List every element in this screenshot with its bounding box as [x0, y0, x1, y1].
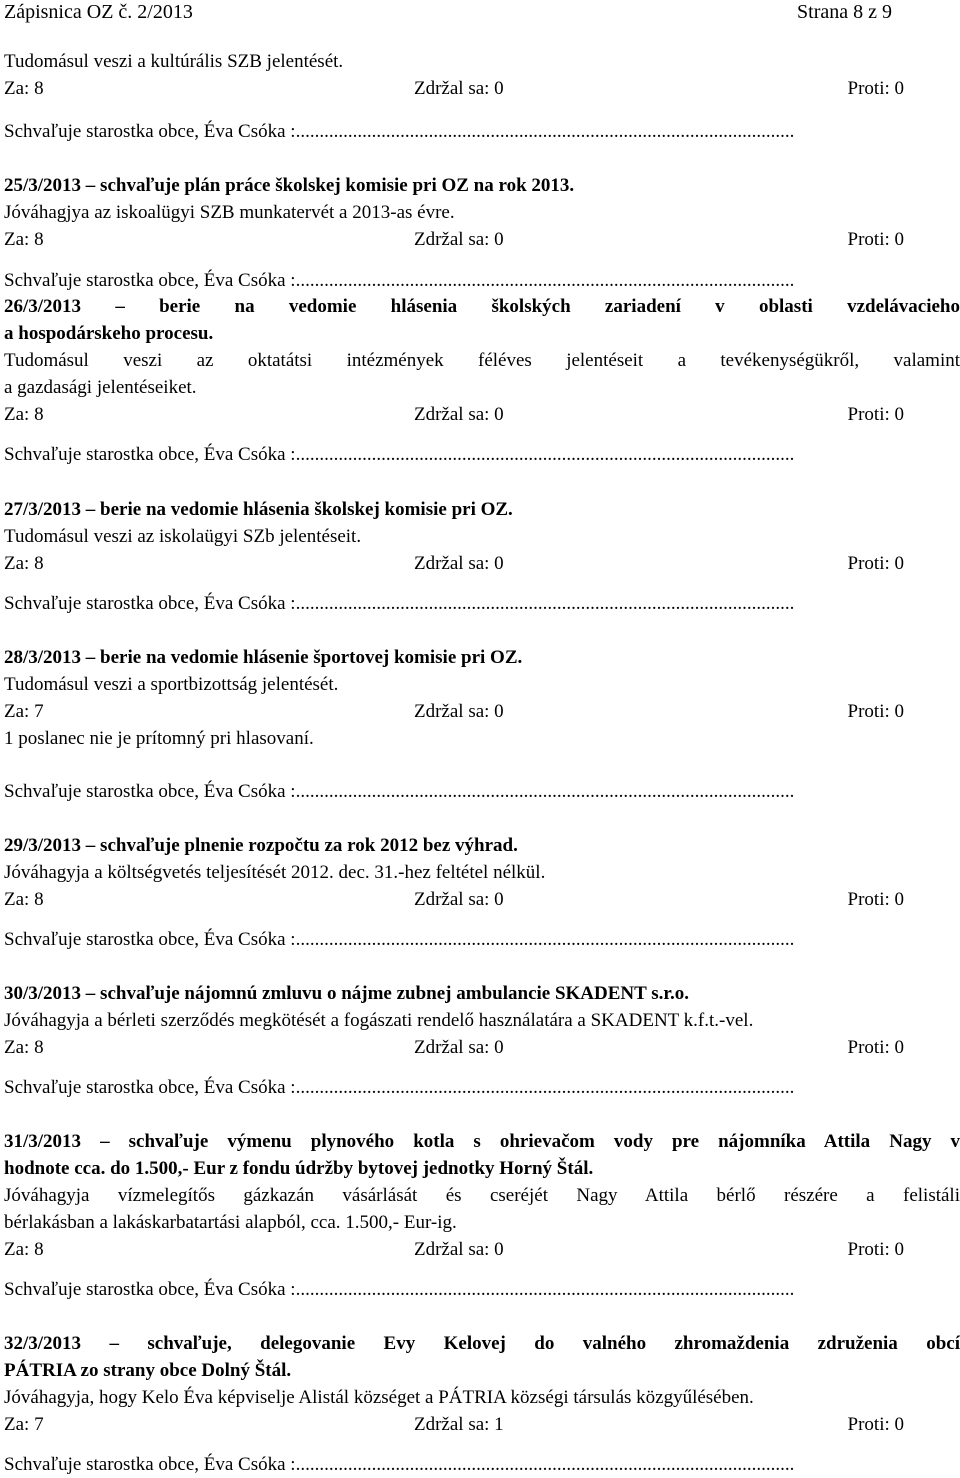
vote-for: Za: 7 [4, 1414, 44, 1435]
approval-line [4, 118, 904, 145]
approval-line [4, 1276, 904, 1303]
vote-row [4, 401, 904, 428]
vote-abstain: Zdržal sa: 0 [414, 553, 504, 574]
vote-against: Proti: 0 [847, 553, 904, 574]
approval-line [4, 778, 904, 805]
body-line: Jóváhagjya az iskoalügyi SZB munkatervét a 2013-as évre. [4, 202, 455, 223]
resolution-heading-cont: hodnote cca. do 1.500,- Eur z fondu údržby bytovej jednotky Horný Štál. [4, 1158, 594, 1179]
body-line: Jóváhagyja vízmelegítős gázkazán vásárlását és cseréjét Nagy Attila bérlő részére a felistáli [4, 1185, 960, 1206]
resolution-block [4, 832, 904, 913]
vote-against: Proti: 0 [847, 1239, 904, 1260]
approval-dots: ......................................................................................................... [295, 1279, 795, 1300]
vote-for: Za: 8 [4, 889, 44, 910]
vote-abstain: Zdržal sa: 0 [414, 701, 504, 722]
body-line: Jóváhagyja a költségvetés teljesítését 2012. dec. 31.-hez feltétel nélkül. [4, 862, 546, 883]
vote-row [4, 1236, 904, 1263]
approval-dots: ......................................................................................................... [295, 270, 795, 291]
vote-for: Za: 7 [4, 701, 44, 722]
vote-for: Za: 8 [4, 1239, 44, 1260]
resolution-block [4, 293, 960, 428]
approval-line [4, 926, 904, 953]
approval-label: Schvaľuje starostka obce, Éva Csóka : [4, 1077, 296, 1098]
approval-line [4, 441, 904, 468]
approval-dots: ......................................................................................................... [295, 929, 795, 950]
resolution-heading: 32/3/2013 – schvaľuje, delegovanie Evy Kelovej do valného zhromaždenia združenia obcí [4, 1333, 960, 1354]
approval-label: Schvaľuje starostka obce, Éva Csóka : [4, 270, 296, 291]
vote-against: Proti: 0 [847, 1037, 904, 1058]
vote-row [4, 550, 904, 577]
vote-abstain: Zdržal sa: 1 [414, 1414, 504, 1435]
approval-dots: ......................................................................................................... [295, 781, 795, 802]
approval-dots: ......................................................................................................... [295, 121, 795, 142]
vote-row [4, 226, 904, 253]
approval-dots: ......................................................................................................... [295, 1454, 795, 1475]
resolution-heading: 31/3/2013 – schvaľuje výmenu plynového kotla s ohrievačom vody pre nájomníka Attila Nagy v [4, 1131, 960, 1152]
body-line: Jóváhagyja a bérleti szerződés megkötését a fogászati rendelő használatára a SKADENT k.f.t.-vel. [4, 1010, 754, 1031]
vote-row [4, 1411, 904, 1438]
approval-label: Schvaľuje starostka obce, Éva Csóka : [4, 781, 296, 802]
vote-against: Proti: 0 [847, 1414, 904, 1435]
vote-against: Proti: 0 [847, 889, 904, 910]
vote-row [4, 75, 904, 102]
resolution-block [4, 172, 904, 253]
body-line: bérlakásban a lakáskarbatartási alapból, cca. 1.500,- Eur-ig. [4, 1212, 457, 1233]
document-title: Zápisnica OZ č. 2/2013 [4, 1, 193, 23]
vote-abstain: Zdržal sa: 0 [414, 1037, 504, 1058]
approval-label: Schvaľuje starostka obce, Éva Csóka : [4, 929, 296, 950]
vote-against: Proti: 0 [847, 229, 904, 250]
vote-abstain: Zdržal sa: 0 [414, 1239, 504, 1260]
resolution-heading-cont: PÁTRIA zo strany obce Dolný Štál. [4, 1360, 292, 1381]
vote-for: Za: 8 [4, 78, 44, 99]
resolution-heading: 26/3/2013 – berie na vedomie hlásenia školských zariadení v oblasti vzdelávacieho [4, 296, 960, 317]
approval-label: Schvaľuje starostka obce, Éva Csóka : [4, 121, 296, 142]
resolution-heading: 29/3/2013 – schvaľuje plnenie rozpočtu za rok 2012 bez výhrad. [4, 835, 518, 856]
vote-for: Za: 8 [4, 404, 44, 425]
approval-line [4, 267, 904, 294]
vote-abstain: Zdržal sa: 0 [414, 889, 504, 910]
vote-abstain: Zdržal sa: 0 [414, 78, 504, 99]
vote-row [4, 698, 904, 725]
vote-abstain: Zdržal sa: 0 [414, 404, 504, 425]
page-number: Strana 8 z 9 [797, 1, 892, 23]
vote-abstain: Zdržal sa: 0 [414, 229, 504, 250]
approval-dots: ......................................................................................................... [295, 593, 795, 614]
approval-label: Schvaľuje starostka obce, Éva Csóka : [4, 1279, 296, 1300]
page-header [4, 0, 892, 24]
resolution-block [4, 1128, 960, 1263]
resolution-heading: 28/3/2013 – berie na vedomie hlásenie športovej komisie pri OZ. [4, 647, 523, 668]
resolution-heading-cont: a hospodárskeho procesu. [4, 323, 214, 344]
resolution-block [4, 496, 904, 577]
body-line: Tudomásul veszi az oktatátsi intézmények féléves jelentéseit a tevékenységükről, valamint [4, 350, 960, 371]
resolution-block [4, 48, 904, 102]
approval-line [4, 590, 904, 617]
body-line: a gazdasági jelentéseiket. [4, 377, 197, 398]
approval-line [4, 1074, 904, 1101]
resolution-block [4, 644, 904, 752]
approval-dots: ......................................................................................................... [295, 1077, 795, 1098]
resolution-heading: 25/3/2013 – schvaľuje plán práce školskej komisie pri OZ na rok 2013. [4, 175, 575, 196]
approval-label: Schvaľuje starostka obce, Éva Csóka : [4, 444, 296, 465]
vote-row [4, 1034, 904, 1061]
vote-against: Proti: 0 [847, 701, 904, 722]
body-line: Tudomásul veszi a sportbizottság jelentését. [4, 674, 339, 695]
body-line: Tudomásul veszi az iskolaügyi SZb jelentéseit. [4, 526, 362, 547]
approval-line [4, 1451, 904, 1478]
resolution-block [4, 980, 904, 1061]
approval-dots: ......................................................................................................... [295, 444, 795, 465]
vote-against: Proti: 0 [847, 78, 904, 99]
resolution-heading: 30/3/2013 – schvaľuje nájomnú zmluvu o nájme zubnej ambulancie SKADENT s.r.o. [4, 983, 690, 1004]
vote-row [4, 886, 904, 913]
approval-label: Schvaľuje starostka obce, Éva Csóka : [4, 1454, 296, 1475]
vote-for: Za: 8 [4, 229, 44, 250]
resolution-heading: 27/3/2013 – berie na vedomie hlásenia školskej komisie pri OZ. [4, 499, 513, 520]
vote-for: Za: 8 [4, 1037, 44, 1058]
vote-for: Za: 8 [4, 553, 44, 574]
absence-note: 1 poslanec nie je prítomný pri hlasovaní. [4, 728, 314, 749]
approval-label: Schvaľuje starostka obce, Éva Csóka : [4, 593, 296, 614]
body-line: Tudomásul veszi a kultúrális SZB jelentését. [4, 51, 344, 72]
body-line: Jóváhagyja, hogy Kelo Éva képviselje Alistál községet a PÁTRIA községi társulás közgyűlésében. [4, 1387, 754, 1408]
vote-against: Proti: 0 [847, 404, 904, 425]
resolution-block [4, 1330, 960, 1438]
